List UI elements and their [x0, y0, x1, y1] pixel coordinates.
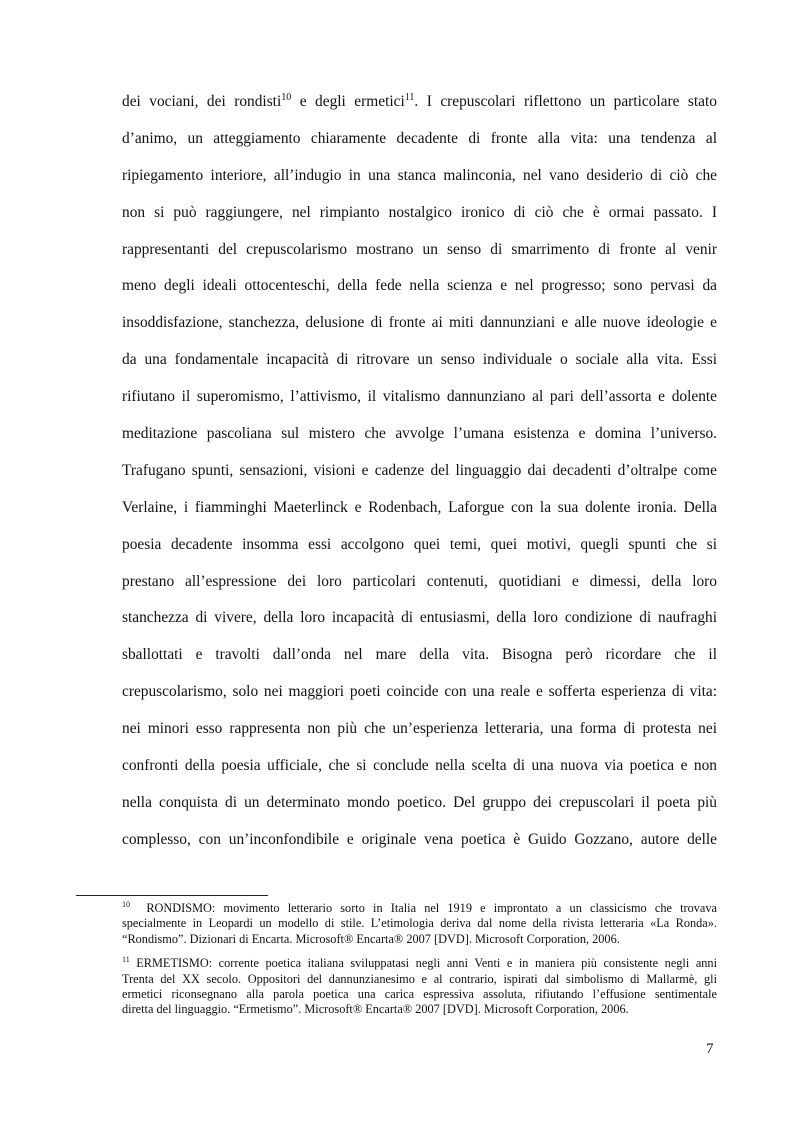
footnote-text: ERMETISMO: corrente poetica italiana sviluppatasi negli anni Venti e in maniera più consistente negli anni — [136, 956, 717, 971]
footnote-line: ermetici riconsegnano alla parola poetica una carica espressiva assoluta, rifiutando l’effusione sentimentale — [122, 987, 717, 1002]
body-line-2: d’animo, un atteggiamento chiaramente decadente di fronte alla vita: una tendenza al — [122, 129, 717, 147]
footnote-separator — [76, 895, 268, 896]
body-line-7: insoddisfazione, stanchezza, delusione di fronte ai miti dannunziani e alle nuove ideologie e — [122, 314, 717, 332]
body-line-8: da una fondamentale incapacità di ritrovare un senso individuale o sociale alla vita. Essi — [122, 351, 717, 369]
body-line-13: poesia decadente insomma essi accolgono quei temi, quei motivi, quegli spunti che si — [122, 535, 717, 553]
body-line-17: crepuscolarismo, solo nei maggiori poeti coincide con una reale e sofferta esperienza di vita: — [122, 683, 717, 701]
footnote-line — [122, 901, 717, 916]
footnote-text: RONDISMO: movimento letterario sorto in Italia nel 1919 e improntato a un classicismo che trovava — [146, 901, 717, 915]
body-line-18: nei minori esso rappresenta non più che un’esperienza letteraria, una forma di protesta nei — [122, 720, 717, 738]
body-text-segment: e degli ermetici — [291, 93, 405, 110]
body-line-16: sballottati e travolti dall’onda nel mare della vita. Bisogna però ricordare che il — [122, 646, 717, 664]
body-line-14: prestano all’espressione dei loro particolari contenuti, quotidiani e dimessi, della loro — [122, 572, 717, 590]
footnote-line: “Rondismo”. Dizionari di Encarta. Microsoft® Encarta® 2007 [DVD]. Microsoft Corporation, 2006. — [122, 931, 620, 946]
body-line-10: meditazione pascoliana sul mistero che avvolge l’umana esistenza e domina l’universo. — [122, 425, 717, 443]
body-text-segment: . I crepuscolari riflettono un particolare stato — [414, 93, 717, 110]
body-line-19: confronti della poesia ufficiale, che si conclude nella scelta di una nuova via poetica e non — [122, 757, 717, 775]
body-line-15: stanchezza di vivere, della loro incapacità di entusiasmi, della loro condizione di naufraghi — [122, 609, 717, 627]
body-line-9: rifiutano il superomismo, l’attivismo, il vitalismo dannunziano al pari dell’assorta e dolente — [122, 388, 717, 406]
footnote-ref-11[interactable]: 11 — [404, 91, 415, 103]
body-text-segment: dei vociani, dei rondisti — [122, 93, 282, 110]
footnote-line — [122, 956, 717, 971]
body-line-21: complesso, con un’inconfondibile e originale vena poetica è Guido Gozzano, autore delle — [122, 830, 717, 848]
body-line-11: Trafugano spunti, sensazioni, visioni e cadenze del linguaggio dai decadenti d’oltralpe come — [122, 461, 717, 479]
body-text — [122, 88, 717, 863]
body-line-1 — [122, 88, 717, 125]
body-line-20: nella conquista di un determinato mondo poetico. Del gruppo dei crepuscolari il poeta più — [122, 793, 717, 811]
body-line-6: meno degli ideali ottocenteschi, della fede nella scienza e nel progresso; sono pervasi da — [122, 277, 717, 295]
footnote-ref-10[interactable]: 10 — [281, 91, 292, 103]
footnote-number: 11 — [122, 955, 130, 965]
footnote-10 — [122, 901, 717, 947]
footnote-line: Trenta del XX secolo. Oppositori del dannunzianesimo e al contrario, ispirati dal simbolismo di Mallarmè, gli — [122, 971, 717, 986]
body-line-3: ripiegamento interiore, all’indugio in una stanca malinconia, nel vano desiderio di ciò che — [122, 166, 717, 184]
footnotes — [122, 901, 717, 1027]
footnote-line: diretta del linguaggio. “Ermetismo”. Microsoft® Encarta® 2007 [DVD]. Microsoft Corporation, 2006. — [122, 1002, 629, 1017]
body-line-5: rappresentanti del crepuscolarismo mostrano un senso di smarrimento di fronte al venir — [122, 240, 717, 258]
page-number: 7 — [706, 1041, 714, 1057]
body-line-4: non si può raggiungere, nel rimpianto nostalgico ironico di ciò che è ormai passato. I — [122, 203, 717, 221]
footnote-line: specialmente in Leopardi un modello di stile. L’etimologia deriva dal nome della rivista letteraria «La Ronda». — [122, 916, 717, 931]
footnote-11 — [122, 956, 717, 1018]
body-line-12: Verlaine, i fiamminghi Maeterlinck e Rodenbach, Laforgue con la sua dolente ironia. Della — [122, 498, 717, 516]
footnote-number: 10 — [122, 899, 130, 909]
